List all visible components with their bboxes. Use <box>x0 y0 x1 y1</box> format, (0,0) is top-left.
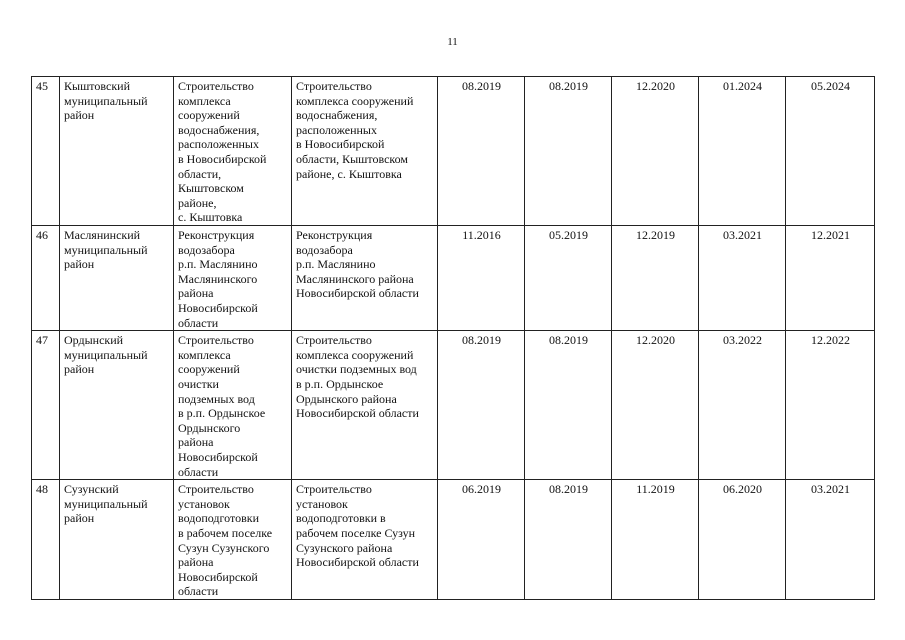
district-text: Маслянинский муниципальный район <box>64 228 148 272</box>
description-cell <box>292 331 438 480</box>
description-cell <box>292 77 438 226</box>
row-number-cell: 47 <box>32 331 60 480</box>
date-cell: 12.2022 <box>786 331 875 480</box>
date-cell: 03.2021 <box>786 480 875 600</box>
date-cell: 12.2020 <box>612 77 699 226</box>
row-number-cell: 45 <box>32 77 60 226</box>
object-cell <box>174 331 292 480</box>
description-cell <box>292 226 438 331</box>
description-cell <box>292 480 438 600</box>
date-cell: 12.2021 <box>786 226 875 331</box>
date-cell: 01.2024 <box>699 77 786 226</box>
date-cell: 11.2016 <box>438 226 525 331</box>
district-text: Кыштовский муниципальный район <box>64 79 148 123</box>
date-cell: 08.2019 <box>525 480 612 600</box>
district-text: Ордынский муниципальный район <box>64 333 148 377</box>
table-row <box>32 77 875 226</box>
object-text: Строительство комплекса сооружений очистки подземных вод в р.п. Ордынское Ордынского района Новосибирской области <box>178 333 266 479</box>
object-cell <box>174 226 292 331</box>
date-cell: 08.2019 <box>438 77 525 226</box>
date-cell: 05.2024 <box>786 77 875 226</box>
object-text: Строительство комплекса сооружений водоснабжения, расположенных в Новосибирской области, Кыштовском районе, с. Кыштовка <box>178 79 267 225</box>
district-cell <box>60 480 174 600</box>
district-cell <box>60 77 174 226</box>
date-cell: 11.2019 <box>612 480 699 600</box>
date-cell: 05.2019 <box>525 226 612 331</box>
date-cell: 03.2021 <box>699 226 786 331</box>
description-text: Строительство комплекса сооружений водоснабжения, расположенных в Новосибирской области, Кыштовском районе, с. Кыштовка <box>296 79 414 181</box>
row-number-cell: 46 <box>32 226 60 331</box>
table-row <box>32 226 875 331</box>
district-cell <box>60 226 174 331</box>
table-row <box>32 480 875 600</box>
object-text: Строительство установок водоподготовки в рабочем поселке Сузун Сузунского района Новосибирской области <box>178 482 273 599</box>
description-text: Строительство установок водоподготовки в рабочем поселке Сузун Сузунского района Новосибирской области <box>296 482 419 570</box>
district-cell <box>60 331 174 480</box>
date-cell: 03.2022 <box>699 331 786 480</box>
date-cell: 12.2019 <box>612 226 699 331</box>
description-text: Строительство комплекса сооружений очистки подземных вод в р.п. Ордынское Ордынского района Новосибирской области <box>296 333 419 421</box>
date-cell: 08.2019 <box>438 331 525 480</box>
object-text: Реконструкция водозабора р.п. Маслянино Маслянинского района Новосибирской области <box>178 228 258 330</box>
description-text: Реконструкция водозабора р.п. Маслянино Маслянинского района Новосибирской области <box>296 228 419 301</box>
object-cell <box>174 77 292 226</box>
date-cell: 12.2020 <box>612 331 699 480</box>
district-text: Сузунский муниципальный район <box>64 482 148 526</box>
row-number-cell: 48 <box>32 480 60 600</box>
object-cell <box>174 480 292 600</box>
date-cell: 08.2019 <box>525 331 612 480</box>
projects-table <box>31 76 875 600</box>
date-cell: 08.2019 <box>525 77 612 226</box>
date-cell: 06.2019 <box>438 480 525 600</box>
table-row <box>32 331 875 480</box>
date-cell: 06.2020 <box>699 480 786 600</box>
page-number: 11 <box>447 36 458 48</box>
